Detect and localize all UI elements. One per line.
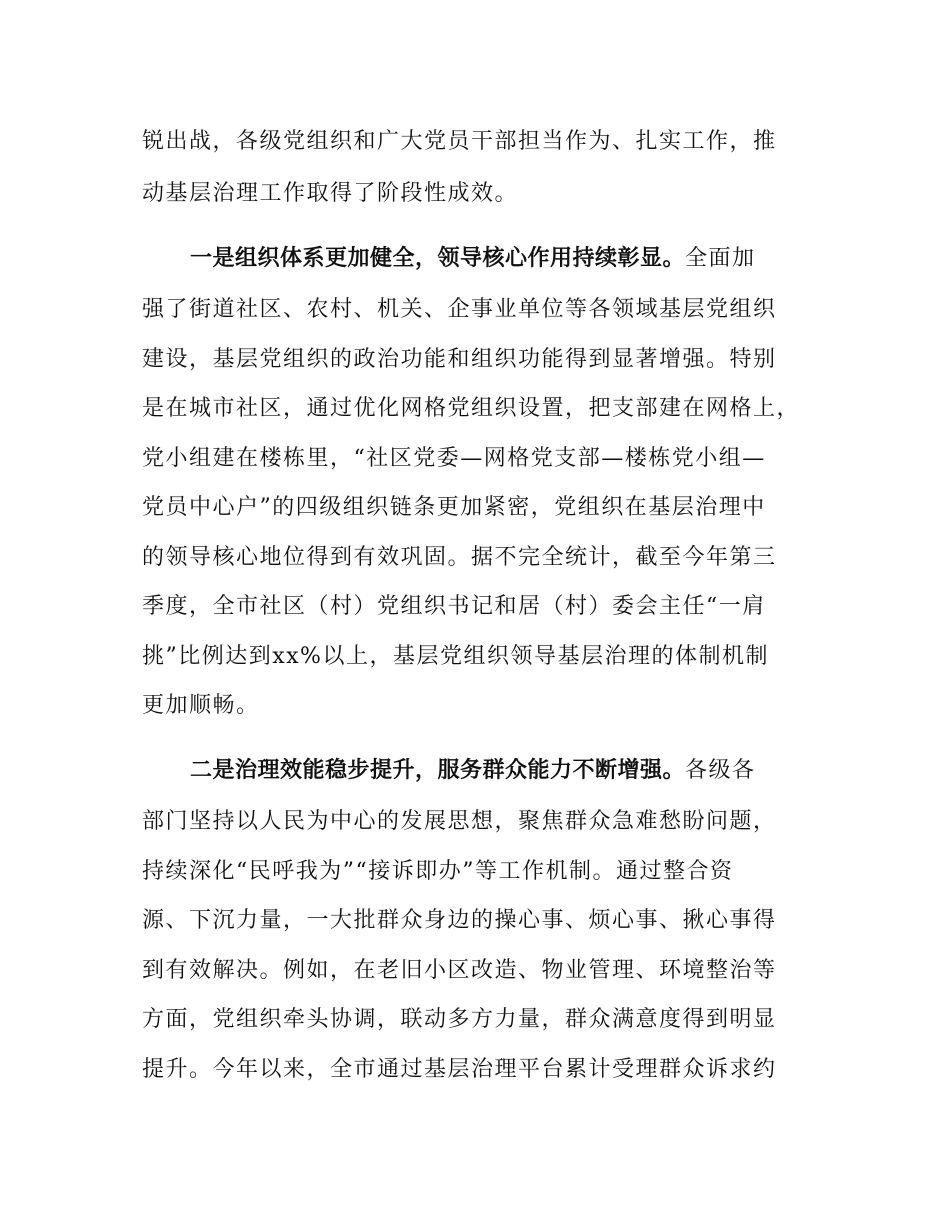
paragraph-one-line: 更加顺畅。 xyxy=(142,693,260,718)
paragraph-one-heading: 一是组织体系更加健全，领导核心作用持续彰显。 xyxy=(190,246,686,271)
paragraph-two-heading: 二是治理效能稳步提升，服务群众能力不断增强。 xyxy=(190,758,686,783)
paragraph-two-line: 到有效解决。例如，在老旧小区改造、物业管理、环境整治等 xyxy=(142,958,777,983)
intro-line-1: 锐出战，各级党组织和广大党员干部担当作为、扎实工作，推 xyxy=(142,129,777,154)
paragraph-two-line: 源、下沉力量，一大批群众身边的操心事、烦心事、揪心事得 xyxy=(142,908,777,933)
paragraph-two-line: 方面，党组织牵头协调，联动多方力量，群众满意度得到明显 xyxy=(142,1007,777,1032)
paragraph-one-line: 挑”比例达到xx%以上，基层党组织领导基层治理的体制机制 xyxy=(142,644,769,669)
paragraph-two-line: 持续深化“民呼我为”“接诉即办”等工作机制。通过整合资 xyxy=(142,859,734,884)
paragraph-one-line: 强了街道社区、农村、机关、企事业单位等各领域基层党组织 xyxy=(142,297,777,322)
paragraph-one-line: 党员中心户”的四级组织链条更加紧密，党组织在基层治理中 xyxy=(142,495,766,520)
paragraph-one-line: 的领导核心地位得到有效巩固。据不完全统计，截至今年第三 xyxy=(142,545,777,570)
paragraph-one-line: 党小组建在楼栋里，“社区党委—网格党支部—楼栋党小组— xyxy=(142,446,766,471)
intro-line-2: 动基层治理工作取得了阶段性成效。 xyxy=(142,181,519,206)
paragraph-one-first-line xyxy=(190,245,756,273)
paragraph-one-first-line-text: 全面加 xyxy=(685,246,756,271)
paragraph-one-line: 季度，全市社区（村）党组织书记和居（村）委会主任“一肩 xyxy=(142,594,766,619)
paragraph-two-first-line xyxy=(190,757,756,785)
paragraph-one-line: 建设，基层党组织的政治功能和组织功能得到显著增强。特别 xyxy=(142,347,777,372)
paragraph-two-line: 部门坚持以人民为中心的发展思想，聚焦群众急难愁盼问题， xyxy=(142,809,777,834)
paragraph-two-first-line-text: 各级各 xyxy=(685,758,756,783)
paragraph-one-line: 是在城市社区，通过优化网格党组织设置，把支部建在网格上， xyxy=(142,396,801,421)
paragraph-two-line: 提升。今年以来，全市通过基层治理平台累计受理群众诉求约 xyxy=(142,1057,777,1082)
